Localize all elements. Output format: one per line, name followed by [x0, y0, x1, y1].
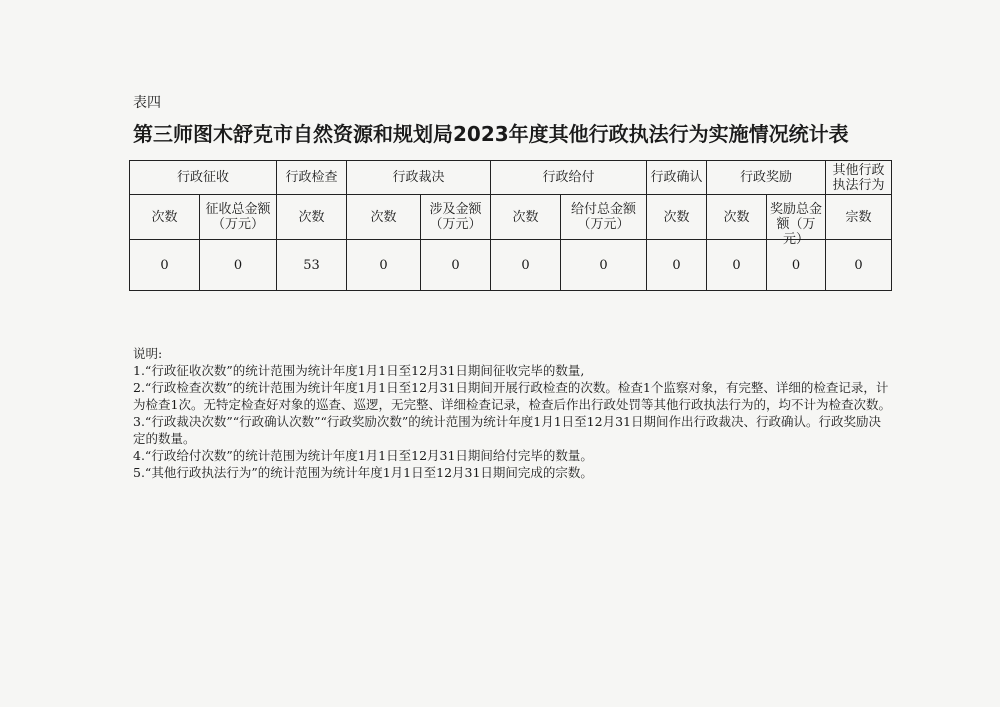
value-cell: 0	[491, 240, 561, 291]
value-cell: 0	[347, 240, 421, 291]
document-title: 第三师图木舒克市自然资源和规划局2023年度其他行政执法行为实施情况统计表	[133, 122, 849, 146]
value-cell: 0	[561, 240, 647, 291]
note-item: 4.“行政给付次数”的统计范围为统计年度1月1日至12月31日期间给付完毕的数量。	[133, 448, 593, 463]
subheader-cell: 给付总金额（万元）	[561, 195, 647, 240]
subheader-cell: 次数	[347, 195, 421, 240]
header-cell: 行政给付	[491, 161, 647, 195]
header-cell: 行政确认	[647, 161, 707, 195]
header-cell: 行政裁决	[347, 161, 491, 195]
table-header-row	[130, 161, 892, 195]
page-label: 表四	[133, 95, 161, 111]
header-cell: 行政征收	[130, 161, 277, 195]
value-cell: 53	[277, 240, 347, 291]
value-cell: 0	[200, 240, 277, 291]
header-cell: 其他行政执法行为	[826, 161, 892, 195]
value-cell: 0	[767, 240, 826, 291]
note-item: 2.“行政检查次数”的统计范围为统计年度1月1日至12月31日期间开展行政检查的次数。检查1个监察对象，有完整、详细的检查记录，计为检查1次。无特定检查好对象的巡查、巡逻，无完整、详细检查记录，检查后作出行政处罚等其他行政执法行为的，均不计为检查次数。	[133, 380, 891, 412]
notes-section	[133, 345, 893, 481]
table-row	[130, 240, 892, 291]
header-cell: 行政奖励	[707, 161, 826, 195]
value-cell: 0	[421, 240, 491, 291]
subheader-cell: 宗数	[826, 195, 892, 240]
subheader-cell: 次数	[130, 195, 200, 240]
subheader-cell: 征收总金额（万元）	[200, 195, 277, 240]
subheader-cell: 次数	[277, 195, 347, 240]
value-cell: 0	[826, 240, 892, 291]
value-cell: 0	[130, 240, 200, 291]
subheader-cell: 涉及金额（万元）	[421, 195, 491, 240]
subheader-cell: 次数	[647, 195, 707, 240]
note-item: 5.“其他行政执法行为”的统计范围为统计年度1月1日至12月31日期间完成的宗数。	[133, 465, 593, 480]
header-cell: 行政检查	[277, 161, 347, 195]
subheader-cell-text: 奖励总金额（万元）	[770, 202, 823, 247]
statistics-table	[129, 160, 892, 291]
table-subheader-row	[130, 195, 892, 240]
value-cell: 0	[647, 240, 707, 291]
subheader-cell: 次数	[491, 195, 561, 240]
value-cell: 0	[707, 240, 767, 291]
note-item: 3.“行政裁决次数”“行政确认次数”“行政奖励次数”的统计范围为统计年度1月1日至12月31日期间作出行政裁决、行政确认。行政奖励决定的数量。	[133, 414, 881, 446]
note-item: 1.“行政征收次数”的统计范围为统计年度1月1日至12月31日期间征收完毕的数量,	[133, 363, 585, 378]
notes-heading: 说明:	[133, 346, 163, 361]
subheader-cell: 次数	[707, 195, 767, 240]
subheader-cell	[767, 195, 826, 247]
